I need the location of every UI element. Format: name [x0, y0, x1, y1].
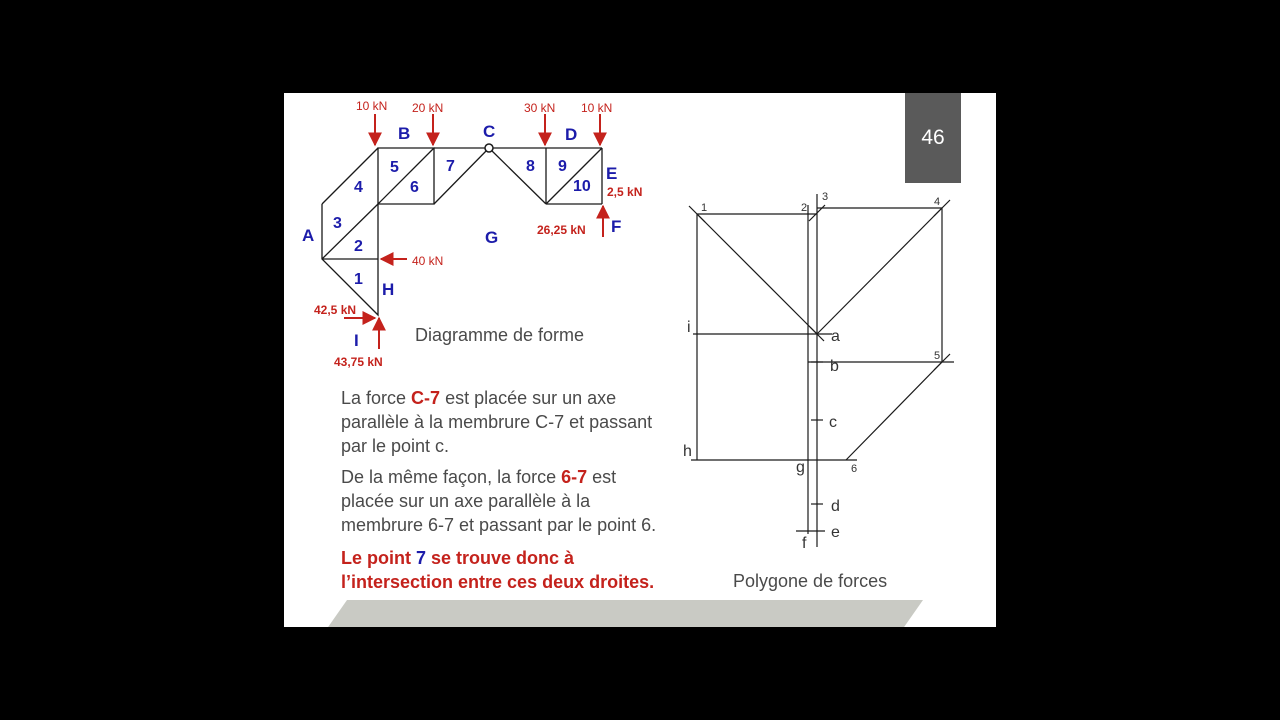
polygon-ticks	[689, 200, 950, 531]
load-label-d1: 30 kN	[524, 101, 556, 115]
p1-post: est placée sur un axe	[440, 388, 617, 408]
poly-num-6: 6	[851, 463, 858, 475]
member-1: 1	[354, 271, 363, 288]
p1-pre: La force	[341, 388, 412, 408]
c-point: 7	[416, 548, 427, 568]
zone-a: A	[302, 226, 315, 245]
p1-force: C-7	[411, 388, 441, 408]
p1-line2: parallèle à la membrure C-7 et passant	[341, 412, 653, 432]
poly-letter-b: b	[830, 358, 839, 375]
poly-letter-c: c	[829, 414, 837, 431]
poly-letter-i: i	[687, 319, 691, 336]
zone-g: G	[485, 228, 499, 247]
load-label-i2: 43,75 kN	[334, 355, 383, 369]
zone-e: E	[606, 164, 618, 183]
slide	[284, 93, 996, 627]
poly-num-1: 1	[701, 202, 708, 214]
load-label-e: 2,5 kN	[607, 185, 643, 199]
p2-post: est	[587, 467, 617, 487]
member-5: 5	[390, 159, 399, 176]
poly-num-3: 3	[822, 191, 829, 203]
load-label-b2: 20 kN	[412, 101, 444, 115]
poly-num-4: 4	[934, 196, 941, 208]
zone-h: H	[382, 280, 395, 299]
poly-letter-h: h	[683, 443, 692, 460]
poly-letter-e: e	[831, 524, 840, 541]
poly-letter-g: g	[796, 459, 805, 476]
c-post: se trouve donc à	[426, 548, 575, 568]
paragraph-2	[341, 465, 656, 537]
conclusion	[341, 546, 654, 594]
p2-line3: membrure 6-7 et passant par le point 6.	[341, 515, 657, 535]
member-9: 9	[558, 158, 567, 175]
poly-letter-a: a	[831, 328, 840, 345]
member-10: 10	[573, 178, 591, 195]
form-diagram-caption: Diagramme de forme	[415, 325, 585, 345]
zone-f: F	[611, 217, 622, 236]
member-7: 7	[446, 158, 455, 175]
member-6: 6	[410, 179, 419, 196]
page-number: 46	[921, 126, 945, 149]
p1-line3: par le point c.	[341, 436, 450, 456]
poly-letter-f: f	[802, 535, 807, 552]
member-8: 8	[526, 158, 535, 175]
load-label-f: 26,25 kN	[537, 223, 586, 237]
load-label-b: 10 kN	[356, 99, 388, 113]
c-line2: l’intersection entre ces deux droites.	[341, 572, 655, 592]
force-polygon-caption: Polygone de forces	[733, 571, 888, 591]
load-label-d2: 10 kN	[581, 101, 613, 115]
paragraph-1	[341, 386, 652, 458]
polygon-lines	[691, 194, 954, 547]
zone-d: D	[565, 125, 578, 144]
member-2: 2	[354, 238, 363, 255]
poly-num-5: 5	[934, 350, 941, 362]
load-label-h: 40 kN	[412, 254, 444, 268]
poly-num-2: 2	[801, 202, 808, 214]
member-3: 3	[333, 215, 342, 232]
member-4: 4	[354, 179, 363, 196]
zone-c: C	[483, 122, 496, 141]
c-pre: Le point	[341, 548, 416, 568]
load-label-i1: 42,5 kN	[314, 303, 357, 317]
poly-letter-d: d	[831, 498, 840, 515]
zone-b: B	[398, 124, 411, 143]
p2-pre: De la même façon, la force	[341, 467, 562, 487]
p2-line2: placée sur un axe parallèle à la	[341, 491, 591, 511]
polygon-numbers	[701, 191, 940, 475]
zone-i: I	[354, 331, 359, 350]
p2-force: 6-7	[561, 467, 588, 487]
